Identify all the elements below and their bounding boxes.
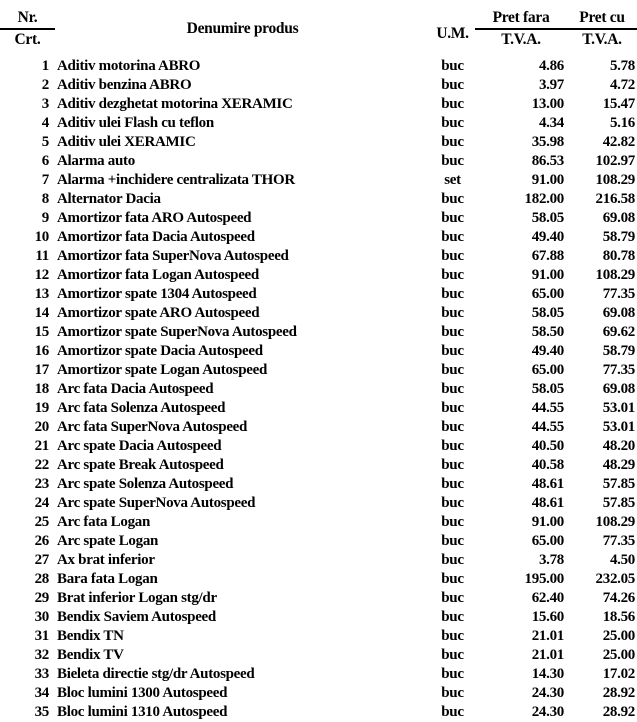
unit-of-measure: buc <box>441 476 464 492</box>
product-name: Brat inferior Logan stg/dr <box>57 590 217 606</box>
price-with-vat: 25.00 <box>602 628 635 644</box>
unit-of-measure: buc <box>441 438 464 454</box>
product-name: Aditiv ulei XERAMIC <box>57 134 196 150</box>
price-without-vat: 4.86 <box>538 58 564 74</box>
price-without-vat: 65.00 <box>531 362 564 378</box>
row-number: 6 <box>41 153 49 169</box>
row-number: 32 <box>34 647 49 663</box>
nr-crt-fraction <box>0 9 55 49</box>
table-row <box>0 608 637 627</box>
price-with-vat: 28.92 <box>602 704 635 720</box>
row-number: 13 <box>34 286 49 302</box>
row-number: 25 <box>34 514 49 530</box>
unit-of-measure: buc <box>441 229 464 245</box>
product-name: Ax brat inferior <box>57 552 155 568</box>
row-number: 21 <box>34 438 49 454</box>
price-with-vat: 5.78 <box>609 58 635 74</box>
price-with-vat: 28.92 <box>602 685 635 701</box>
table-row <box>0 475 637 494</box>
row-number: 2 <box>41 77 49 93</box>
table-row <box>0 513 637 532</box>
product-name: Amortizor spate 1304 Autospeed <box>57 286 257 302</box>
header-nr-label: Nr. <box>0 9 55 30</box>
unit-of-measure: buc <box>441 343 464 359</box>
unit-of-measure: buc <box>441 647 464 663</box>
row-number: 4 <box>41 115 49 131</box>
unit-of-measure: buc <box>441 533 464 549</box>
row-number: 17 <box>34 362 49 378</box>
col-header-price-without-vat <box>475 0 567 57</box>
unit-of-measure: buc <box>441 685 464 701</box>
price-without-vat: 3.78 <box>538 552 564 568</box>
table-header <box>0 0 637 57</box>
row-number: 33 <box>34 666 49 682</box>
header-price-vat-bottom: T.V.A. <box>582 30 622 48</box>
header-price-no-vat-bottom: T.V.A. <box>501 30 541 48</box>
table-row <box>0 76 637 95</box>
row-number: 26 <box>34 533 49 549</box>
price-with-vat: 77.35 <box>602 362 635 378</box>
price-without-vat: 182.00 <box>524 191 564 207</box>
row-number: 11 <box>35 248 49 264</box>
unit-of-measure: buc <box>441 571 464 587</box>
product-name: Alarma +inchidere centralizata THOR <box>57 172 295 188</box>
product-name: Bendix TV <box>57 647 124 663</box>
row-number: 29 <box>34 590 49 606</box>
price-with-vat: 77.35 <box>602 533 635 549</box>
table-body <box>0 57 637 722</box>
price-without-vat: 48.61 <box>531 495 564 511</box>
price-with-vat: 102.97 <box>595 153 635 169</box>
header-product-label: Denumire produs <box>186 19 299 37</box>
unit-of-measure: buc <box>441 362 464 378</box>
table-row <box>0 703 637 722</box>
table-row <box>0 684 637 703</box>
row-number: 35 <box>34 704 49 720</box>
unit-of-measure: buc <box>441 381 464 397</box>
unit-of-measure: buc <box>441 552 464 568</box>
row-number: 22 <box>34 457 49 473</box>
table-row <box>0 247 637 266</box>
table-row <box>0 665 637 684</box>
table-row <box>0 570 637 589</box>
unit-of-measure: buc <box>441 666 464 682</box>
price-without-vat: 13.00 <box>531 96 564 112</box>
unit-of-measure: buc <box>441 77 464 93</box>
col-header-price-with-vat <box>567 0 637 57</box>
product-name: Aditiv ulei Flash cu teflon <box>57 115 214 131</box>
price-without-vat: 24.30 <box>531 685 564 701</box>
price-without-vat: 91.00 <box>531 267 564 283</box>
price-without-vat: 91.00 <box>531 172 564 188</box>
table-row <box>0 418 637 437</box>
row-number: 14 <box>34 305 49 321</box>
product-name: Bendix TN <box>57 628 124 644</box>
price-with-vat: 58.79 <box>602 229 635 245</box>
product-name: Amortizor fata SuperNova Autospeed <box>57 248 289 264</box>
table-row <box>0 209 637 228</box>
price-with-vat: 5.16 <box>609 115 635 131</box>
col-header-um <box>430 0 475 57</box>
unit-of-measure: set <box>444 172 461 188</box>
product-name: Arc spate Dacia Autospeed <box>57 438 222 454</box>
unit-of-measure: buc <box>441 248 464 264</box>
table-row <box>0 361 637 380</box>
table-row <box>0 266 637 285</box>
product-name: Aditiv dezghetat motorina XERAMIC <box>57 96 293 112</box>
header-price-no-vat-top: Pret fara <box>475 9 567 30</box>
price-without-vat: 58.05 <box>531 305 564 321</box>
row-number: 23 <box>34 476 49 492</box>
price-with-vat: 53.01 <box>602 400 635 416</box>
col-header-nr <box>0 0 55 57</box>
header-price-vat-top: Pret cu <box>567 9 637 30</box>
product-name: Amortizor spate SuperNova Autospeed <box>57 324 297 340</box>
product-name: Aditiv motorina ABRO <box>57 58 201 74</box>
price-without-vat: 65.00 <box>531 286 564 302</box>
row-number: 34 <box>34 685 49 701</box>
table-row <box>0 380 637 399</box>
table-row <box>0 456 637 475</box>
price-without-vat: 48.61 <box>531 476 564 492</box>
row-number: 3 <box>41 96 49 112</box>
price-without-vat: 14.30 <box>531 666 564 682</box>
unit-of-measure: buc <box>441 267 464 283</box>
table-row <box>0 57 637 76</box>
product-name: Amortizor fata ARO Autospeed <box>57 210 252 226</box>
product-name: Arc spate Break Autospeed <box>57 457 224 473</box>
price-with-vat: 17.02 <box>602 666 635 682</box>
price-with-vat: 80.78 <box>602 248 635 264</box>
product-name: Bieleta directie stg/dr Autospeed <box>57 666 255 682</box>
table-row <box>0 304 637 323</box>
price-without-vat: 3.97 <box>538 77 564 93</box>
price-no-vat-fraction <box>475 9 567 49</box>
table-row <box>0 399 637 418</box>
price-with-vat: 77.35 <box>602 286 635 302</box>
price-with-vat: 4.72 <box>609 77 635 93</box>
price-with-vat: 57.85 <box>602 495 635 511</box>
product-name: Amortizor spate ARO Autospeed <box>57 305 260 321</box>
price-with-vat: 74.26 <box>602 590 635 606</box>
row-number: 24 <box>34 495 49 511</box>
unit-of-measure: buc <box>441 457 464 473</box>
row-number: 12 <box>34 267 49 283</box>
row-number: 16 <box>34 343 49 359</box>
row-number: 20 <box>34 419 49 435</box>
price-with-vat: 57.85 <box>602 476 635 492</box>
header-crt-label: Crt. <box>14 30 41 48</box>
unit-of-measure: buc <box>441 210 464 226</box>
price-without-vat: 21.01 <box>531 628 564 644</box>
row-number: 18 <box>34 381 49 397</box>
price-with-vat: 69.08 <box>602 305 635 321</box>
price-without-vat: 40.50 <box>531 438 564 454</box>
product-name: Amortizor fata Dacia Autospeed <box>57 229 255 245</box>
unit-of-measure: buc <box>441 704 464 720</box>
product-name: Arc fata Dacia Autospeed <box>57 381 214 397</box>
price-without-vat: 195.00 <box>524 571 564 587</box>
row-number: 8 <box>41 191 49 207</box>
col-header-product <box>55 0 430 57</box>
table-row <box>0 171 637 190</box>
table-row <box>0 152 637 171</box>
product-name: Amortizor fata Logan Autospeed <box>57 267 259 283</box>
price-with-vat: 216.58 <box>595 191 635 207</box>
table-row <box>0 228 637 247</box>
product-name: Bloc lumini 1310 Autospeed <box>57 704 228 720</box>
header-row <box>0 0 637 57</box>
unit-of-measure: buc <box>441 153 464 169</box>
price-with-vat: 69.08 <box>602 381 635 397</box>
unit-of-measure: buc <box>441 115 464 131</box>
row-number: 31 <box>34 628 49 644</box>
row-number: 15 <box>34 324 49 340</box>
product-name: Alarma auto <box>57 153 135 169</box>
row-number: 9 <box>41 210 49 226</box>
table-row <box>0 532 637 551</box>
product-name: Aditiv benzina ABRO <box>57 77 192 93</box>
price-without-vat: 67.88 <box>531 248 564 264</box>
price-without-vat: 58.05 <box>531 210 564 226</box>
price-with-vat: 108.29 <box>595 514 635 530</box>
price-with-vat: 108.29 <box>595 172 635 188</box>
price-with-vat: 18.56 <box>602 609 635 625</box>
row-number: 28 <box>34 571 49 587</box>
product-name: Arc spate Solenza Autospeed <box>57 476 234 492</box>
row-number: 7 <box>41 172 49 188</box>
price-vat-fraction <box>567 9 637 49</box>
row-number: 19 <box>34 400 49 416</box>
price-without-vat: 62.40 <box>531 590 564 606</box>
unit-of-measure: buc <box>441 305 464 321</box>
product-name: Amortizor spate Logan Autospeed <box>57 362 268 378</box>
unit-of-measure: buc <box>441 58 464 74</box>
table-row <box>0 646 637 665</box>
price-without-vat: 58.05 <box>531 381 564 397</box>
price-without-vat: 86.53 <box>531 153 564 169</box>
row-number: 30 <box>34 609 49 625</box>
unit-of-measure: buc <box>441 400 464 416</box>
price-without-vat: 44.55 <box>531 400 564 416</box>
unit-of-measure: buc <box>441 609 464 625</box>
price-with-vat: 69.62 <box>602 324 635 340</box>
product-name: Bendix Saviem Autospeed <box>57 609 216 625</box>
price-without-vat: 40.58 <box>531 457 564 473</box>
table-row <box>0 342 637 361</box>
price-without-vat: 21.01 <box>531 647 564 663</box>
table-row <box>0 95 637 114</box>
product-name: Alternator Dacia <box>57 191 161 207</box>
price-without-vat: 49.40 <box>531 343 564 359</box>
row-number: 5 <box>41 134 49 150</box>
price-with-vat: 25.00 <box>602 647 635 663</box>
row-number: 27 <box>34 552 49 568</box>
price-with-vat: 108.29 <box>595 267 635 283</box>
price-with-vat: 48.20 <box>602 438 635 454</box>
product-name: Amortizor spate Dacia Autospeed <box>57 343 263 359</box>
row-number: 1 <box>41 58 49 74</box>
unit-of-measure: buc <box>441 134 464 150</box>
table-row <box>0 190 637 209</box>
unit-of-measure: buc <box>441 191 464 207</box>
price-with-vat: 69.08 <box>602 210 635 226</box>
product-name: Bara fata Logan <box>57 571 158 587</box>
unit-of-measure: buc <box>441 628 464 644</box>
unit-of-measure: buc <box>441 495 464 511</box>
table-row <box>0 114 637 133</box>
product-name: Arc fata Logan <box>57 514 151 530</box>
table-row <box>0 437 637 456</box>
price-without-vat: 65.00 <box>531 533 564 549</box>
product-name: Arc spate Logan <box>57 533 159 549</box>
price-without-vat: 91.00 <box>531 514 564 530</box>
price-without-vat: 24.30 <box>531 704 564 720</box>
price-with-vat: 53.01 <box>602 419 635 435</box>
unit-of-measure: buc <box>441 96 464 112</box>
table-row <box>0 285 637 304</box>
price-with-vat: 58.79 <box>602 343 635 359</box>
product-name: Bloc lumini 1300 Autospeed <box>57 685 228 701</box>
unit-of-measure: buc <box>441 514 464 530</box>
price-without-vat: 15.60 <box>531 609 564 625</box>
price-with-vat: 42.82 <box>602 134 635 150</box>
table-row <box>0 627 637 646</box>
price-without-vat: 44.55 <box>531 419 564 435</box>
price-with-vat: 4.50 <box>609 552 635 568</box>
unit-of-measure: buc <box>441 590 464 606</box>
unit-of-measure: buc <box>441 286 464 302</box>
product-name: Arc fata SuperNova Autospeed <box>57 419 248 435</box>
header-um-label: U.M. <box>436 24 469 42</box>
table-row <box>0 323 637 342</box>
table-row <box>0 589 637 608</box>
price-with-vat: 232.05 <box>595 571 635 587</box>
product-name: Arc fata Solenza Autospeed <box>57 400 226 416</box>
unit-of-measure: buc <box>441 419 464 435</box>
table-row <box>0 494 637 513</box>
price-with-vat: 48.29 <box>602 457 635 473</box>
price-without-vat: 49.40 <box>531 229 564 245</box>
price-without-vat: 35.98 <box>531 134 564 150</box>
price-without-vat: 58.50 <box>531 324 564 340</box>
price-without-vat: 4.34 <box>538 115 564 131</box>
row-number: 10 <box>34 229 49 245</box>
table-row <box>0 133 637 152</box>
product-name: Arc spate SuperNova Autospeed <box>57 495 256 511</box>
table-row <box>0 551 637 570</box>
price-with-vat: 15.47 <box>602 96 635 112</box>
unit-of-measure: buc <box>441 324 464 340</box>
